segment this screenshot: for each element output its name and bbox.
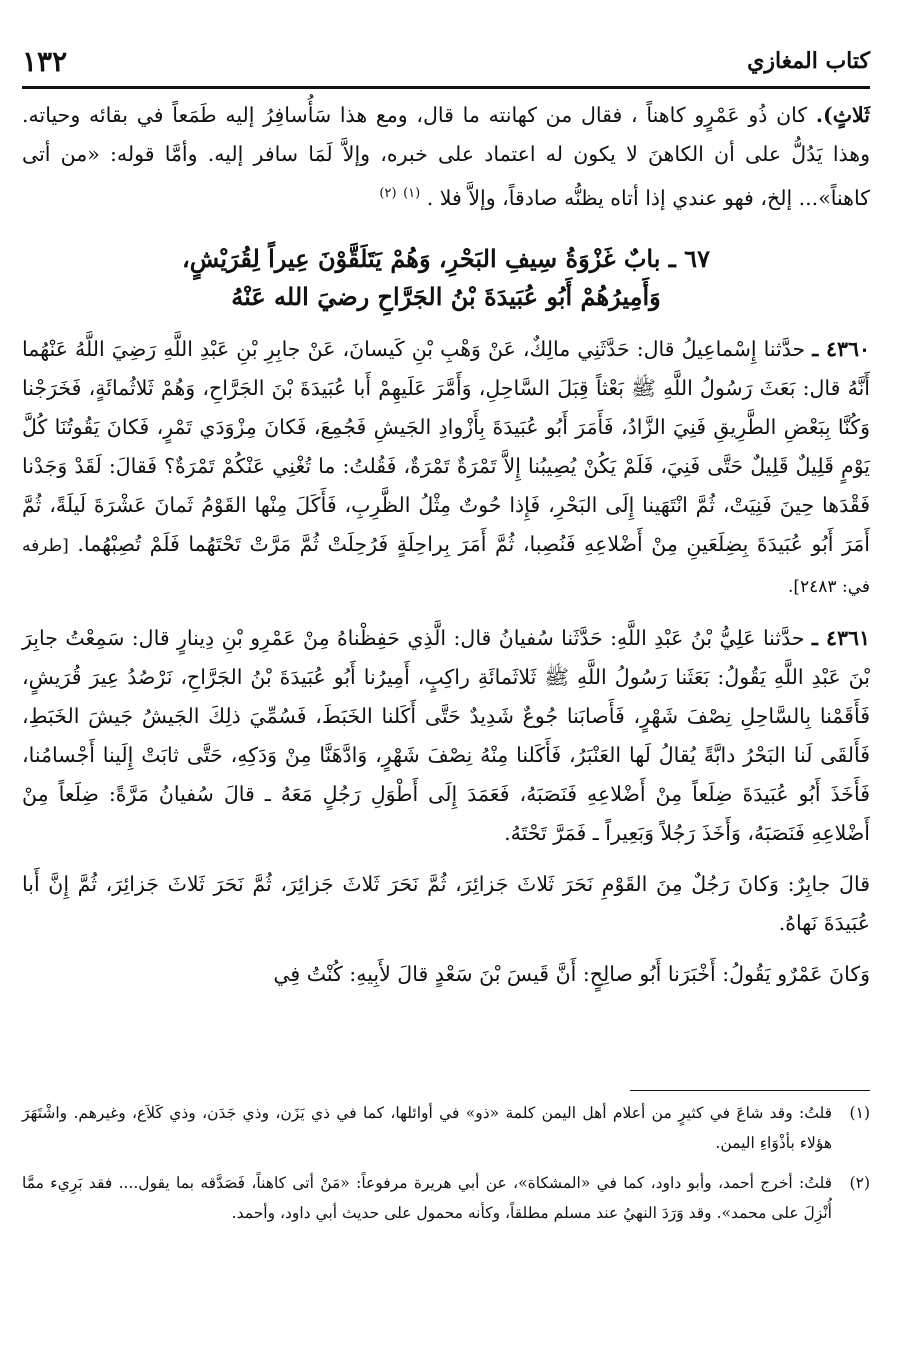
footnote-text: قلتُ: وقد شاعَ في كثيرٍ من أعلام أهل اليمن كلمة «ذو» في أوائلها، كما في ذي يَزَن، وذي جَدَن، وذي كَلاَع، وغيرهم. واشْتَهَرَ هؤلاء بأذْوَاءِ اليمن. — [22, 1104, 832, 1152]
chapter-heading — [22, 240, 870, 316]
hadith-4360 — [22, 330, 870, 607]
footnote-marker-1[interactable]: (١) — [403, 186, 421, 201]
page-number: ١٣٢ — [22, 44, 68, 78]
footnote-number: (٢) — [849, 1174, 870, 1192]
footnote-divider — [630, 1090, 870, 1091]
hadith-text: حدَّثنا إِسْماعِيلُ قال: حَدَّثَنِي مالِكٌ، عَنْ وَهْبِ بْنِ كَيسانَ، عَنْ جابِرِ بْنِ عَبْدِ اللَّهِ رَضِيَ اللَّهُ عَنْهُما أَنَّهُ قال: بَعَثَ رَسُولُ اللَّهِ ﷺ بَعْثاً قِبَلَ السَّاحِلِ، وَأَمَّرَ عَلَيهِمْ أَبا عُبَيدَةَ بْنَ الجَرَّاحِ، وَهُمْ ثَلاثُمائَةٍ، فَخَرَجْنا وَكُنَّا بِبَعْضِ الطَّرِيقِ فَنِيَ الزَّادُ، فَأَمَرَ أَبُو عُبَيدَةَ بِأَزْوادِ الجَيشِ فَجُمِعَ، فَكانَ مِزْوَدَي تَمْرٍ، فَكانَ يَقُوتُنَا كُلَّ يَوْمٍ قَلِيلٌ قَلِيلٌ حَتَّى فَنِيَ، فَلَمْ يَكُنْ يُصِيبُنا إِلاَّ تَمْرَةٌ تَمْرَةٌ، فَقُلتُ: ما تُغْنِي عَنْكُمْ تَمْرَةٌ؟ فَقالَ: لَقَدْ وَجَدْنا فَقْدَها حِينَ فَنِيَتْ، ثُمَّ انْتَهَينا إِلَى البَحْرِ، فَإِذا حُوتٌ مِثْلُ الظَّرِبِ، فَأَكَلَ مِنْها القَوْمُ ثَمانَ عَشْرَةَ لَيلَةً، ثُمَّ أَمَرَ أَبُو عُبَيدَةَ بِضِلَعَينِ مِنْ أَضْلاعِهِ فَنُصِبا، ثُمَّ أَمَرَ بِراحِلَةٍ فَرُحِلَتْ ثُمَّ مَرَّتْ تَحْتَهُما فَلَمْ تُصِبْهُما. — [22, 336, 870, 556]
footnote-marker-2[interactable]: (٢) — [379, 186, 397, 201]
hadith-4361 — [22, 619, 870, 853]
intro-paragraph — [22, 96, 870, 218]
intro-lead: ثَلاثٍ). — [815, 103, 870, 127]
footnote-text: قلتُ: أخرج أحمد، وأبو داود، كما في «المشكاة»، عن أبي هريرة مرفوعاً: «مَنْ أتى كاهناً، فَصَدَّقه بما يقول.... فقد بَرِيء ممَّا أُنْزِلَ على محمد». وقد وَرَدَ النهيُ عند مسلم مطلقاً، وكأنه محمول على حديث أبي داود، وأحمد. — [22, 1174, 832, 1222]
page-header — [22, 36, 870, 89]
hadith-text: حدَّثنا عَلِيُّ بْنُ عَبْدِ اللَّهِ: حَدَّثَنا سُفيانُ قال: الَّذِي حَفِظْناهُ مِنْ عَمْرِو بْنِ دِينارٍ قال: سَمِعْتُ جابِرَ بْنَ عَبْدِ اللَّهِ يَقُولُ: بَعَثَنا رَسُولُ اللَّهِ ﷺ ثَلاثَمائَةِ راكِبٍ، أَمِيرُنا أَبُو عُبَيدَةَ بْنُ الجَرَّاحِ، نَرْصُدُ عِيرَ قُرَيشٍ، فَأَقَمْنا بِالسَّاحِلِ نِصْفَ شَهْرٍ، فَأَصابَنا جُوعٌ شَدِيدٌ حَتَّى أَكَلنا الخَبَطَ، فَسُمِّيَ ذلِكَ الجَيشُ جَيشَ الخَبَطِ، فَأَلقَى لَنا البَحْرُ دابَّةً يُقالُ لَها العَنْبَرُ، فَأَكَلنا مِنْهُ نِصْفَ شَهْرٍ، وَادَّهَنَّا مِنْ وَدَكِهِ، حَتَّى ثابَتْ إِلَينا أَجْسامُنا، فَأَخَذَ أَبُو عُبَيدَةَ ضِلَعاً مِنْ أَضْلاعِهِ فَنَصَبَهُ، فَعَمَدَ إِلَى أَطْوَلِ رَجُلٍ مَعَهُ ـ قالَ سُفيانُ مَرَّةً: ضِلَعاً مِنْ أَضْلاعِهِ فَنَصَبَهُ، وَأَخَذَ رَجُلاً وَبَعِيراً ـ فَمَرَّ تَحْتَهُ. — [22, 625, 870, 845]
footnote-number: (١) — [849, 1104, 870, 1122]
footnotes — [22, 1098, 870, 1238]
hadith-number: ٤٣٦١ ـ — [811, 625, 870, 650]
main-text — [22, 96, 870, 994]
footnote-1 — [22, 1098, 870, 1158]
footnote-2 — [22, 1168, 870, 1228]
chapter-heading-line-2: وَأَمِيرُهُمْ أَبُو عُبَيدَةَ بْنُ الجَرَّاحِ رضيَ الله عَنْهُ — [231, 281, 661, 311]
intro-text: كان ذُو عَمْرٍو كاهناً ، فقال من كهانته ما قال، ومع هذا سَأُسافِرُ إليه طَمَعاً في بقائه وحياته. وهذا يَدُلُّ على أن الكاهنَ لا يكون له اعتماد على خبره، وإلاَّ لَمَا سافر إليه. وأمَّا قوله: «من أتى كاهناً»... إلخ، فهو عندي إذا أتاه يظنُّه صادقاً، وإلاَّ فلا . — [22, 103, 870, 210]
amr-paragraph: وَكانَ عَمْرٌو يَقُولُ: أَخْبَرَنا أَبُو صالِحٍ: أَنَّ قَيسَ بْنَ سَعْدٍ قالَ لأَبِيهِ: كُنْتُ فِي — [273, 961, 870, 986]
cross-reference: [طرفه في: ٢٤٨٣]. — [22, 535, 870, 597]
chapter-heading-line-1: ٦٧ ـ بابٌ غَزْوَةُ سِيفِ البَحْرِ، وَهُمْ يَتَلَقَّوْنَ عِيراً لِقُرَيْشٍ، — [182, 243, 710, 273]
jabir-paragraph: قالَ جابِرٌ: وَكانَ رَجُلٌ مِنَ القَوْمِ نَحَرَ ثَلاثَ جَزائِرَ، ثُمَّ نَحَرَ ثَلاثَ جَزائِرَ، ثُمَّ نَحَرَ ثَلاثَ جَزائِرَ، ثُمَّ إِنَّ أَبا عُبَيدَةَ نَهاهُ. — [22, 871, 870, 935]
hadith-number: ٤٣٦٠ ـ — [812, 336, 870, 361]
book-title: كتاب المغازي — [747, 48, 870, 74]
